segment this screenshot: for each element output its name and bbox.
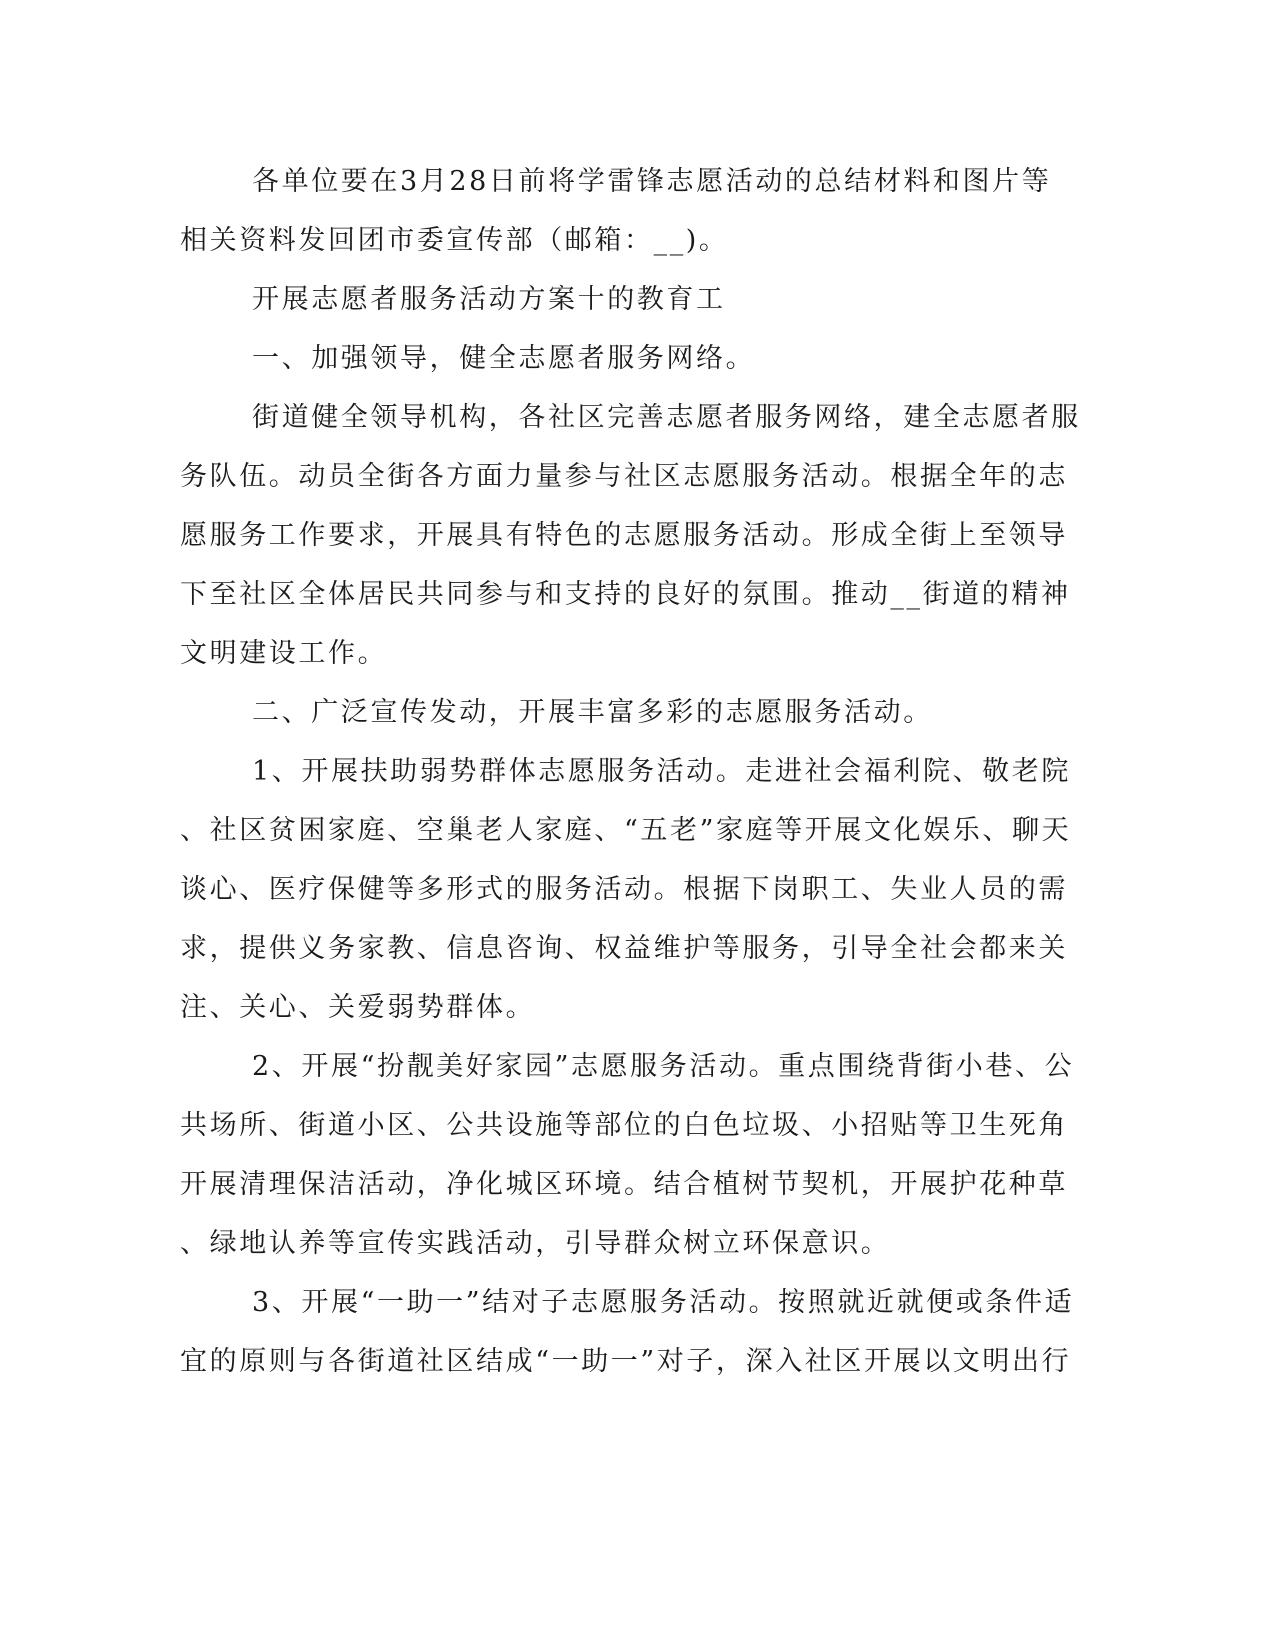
text-line: 务队伍。动员全街各方面力量参与社区志愿服务活动。根据全年的志 bbox=[180, 461, 1068, 492]
text-line: 2、开展“扮靓美好家园”志愿服务活动。重点围绕背街小巷、公 bbox=[252, 1051, 1075, 1082]
text-line: 文明建设工作。 bbox=[180, 638, 388, 669]
text-line: 1、开展扶助弱势群体志愿服务活动。走进社会福利院、敬老院 bbox=[252, 756, 1071, 787]
section-heading: 二、广泛宣传发动，开展丰富多彩的志愿服务活动。 bbox=[252, 697, 933, 728]
text-line: 各单位要在3月28日前将学雷锋志愿活动的总结材料和图片等 bbox=[252, 166, 1052, 197]
text-line: 愿服务工作要求，开展具有特色的志愿服务活动。形成全街上至领导 bbox=[180, 520, 1068, 551]
section-heading: 一、加强领导，健全志愿者服务网络。 bbox=[252, 343, 756, 374]
text-line: 注、关心、关爱弱势群体。 bbox=[180, 992, 536, 1023]
text-line: 相关资料发回团市委宣传部（邮箱：__)。 bbox=[180, 225, 729, 256]
text-line: 下至社区全体居民共同参与和支持的良好的氛围。推动__街道的精神 bbox=[180, 579, 1071, 610]
text-line: 共场所、街道小区、公共设施等部位的白色垃圾、小招贴等卫生死角 bbox=[180, 1110, 1068, 1141]
text-line: 求，提供义务家教、信息咨询、权益维护等服务，引导全社会都来关 bbox=[180, 933, 1068, 964]
text-line: 、绿地认养等宣传实践活动，引导群众树立环保意识。 bbox=[180, 1228, 891, 1259]
text-line: 街道健全领导机构，各社区完善志愿者服务网络，建全志愿者服 bbox=[252, 402, 1081, 433]
text-line: 宜的原则与各街道社区结成“一助一”对子，深入社区开展以文明出行 bbox=[180, 1346, 1072, 1377]
text-line: 、社区贫困家庭、空巢老人家庭、“五老”家庭等开展文化娱乐、聊天 bbox=[180, 815, 1072, 846]
section-heading: 开展志愿者服务活动方案十的教育工 bbox=[252, 284, 726, 315]
text-line: 开展清理保洁活动，净化城区环境。结合植树节契机，开展护花种草 bbox=[180, 1169, 1068, 1200]
text-line: 谈心、医疗保健等多形式的服务活动。根据下岗职工、失业人员的需 bbox=[180, 874, 1068, 905]
text-line: 3、开展“一助一”结对子志愿服务活动。按照就近就便或条件适 bbox=[252, 1287, 1075, 1318]
